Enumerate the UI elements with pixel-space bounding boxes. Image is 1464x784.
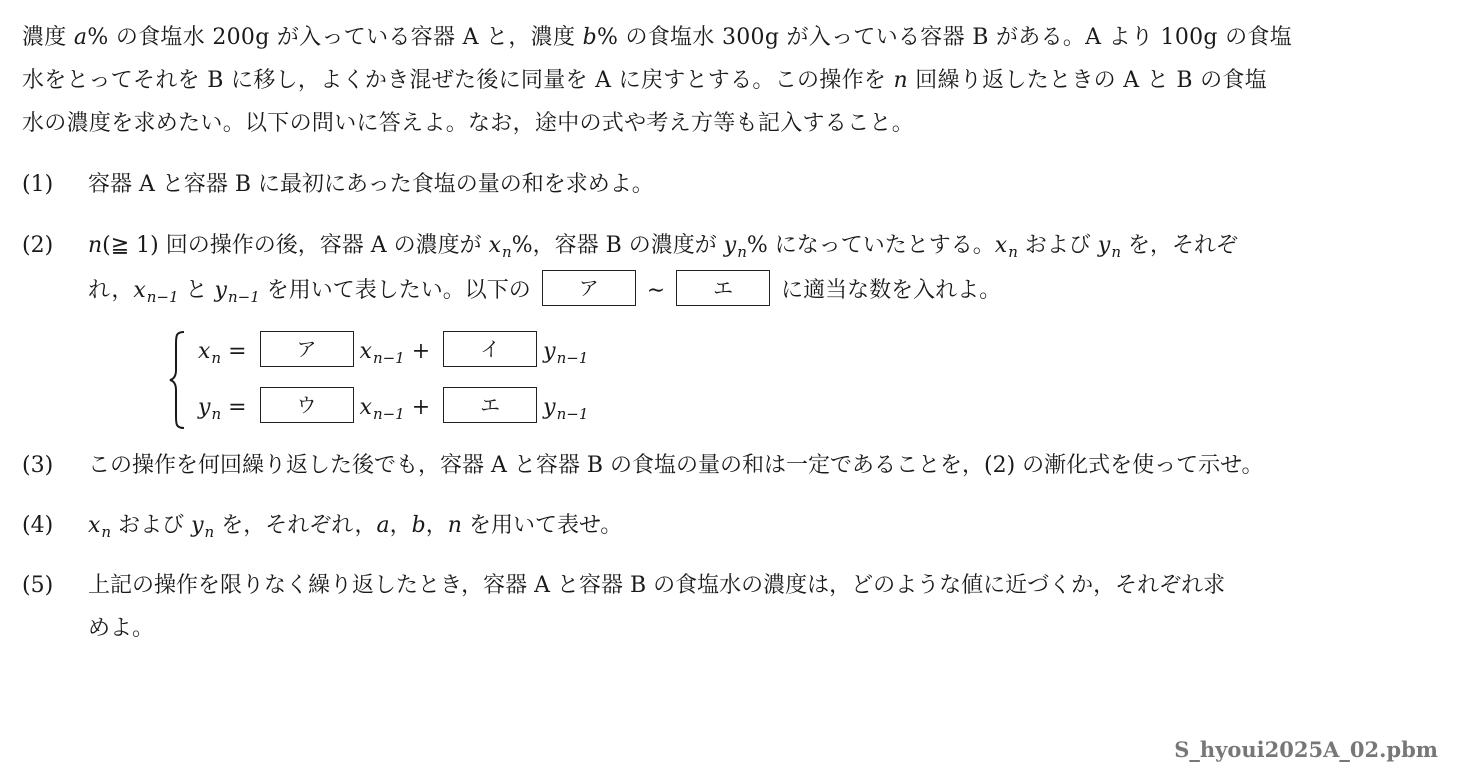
subscript-n: n <box>211 349 222 367</box>
var-y: y <box>543 339 556 364</box>
equals: = <box>221 339 254 364</box>
subscript-n-minus-1: n−1 <box>556 405 589 423</box>
var-n: n <box>447 513 462 538</box>
intro-line-1 <box>22 16 1442 59</box>
var-x: x <box>359 395 372 420</box>
subscript-n-minus-1: n−1 <box>372 349 405 367</box>
var-x: x <box>133 278 146 303</box>
var-y: y <box>198 395 211 420</box>
comma: ， <box>389 513 412 538</box>
subscript-n: n <box>204 523 215 541</box>
subscript-n-minus-1: n−1 <box>556 349 589 367</box>
q2-text: (≧ 1) 回の操作の後，容器 A の濃度が <box>102 233 489 258</box>
q2-text: %，容器 B の濃度が <box>511 233 724 258</box>
var-n: n <box>893 68 908 93</box>
question-text: 容器 A と容器 B に最初にあった食塩の量の和を求めよ。 <box>88 172 654 197</box>
equation-x <box>198 328 588 376</box>
intro-line-2 <box>22 59 1442 102</box>
answer-box-e-ref: エ <box>676 270 770 306</box>
q2-text: れ， <box>88 278 134 303</box>
subscript-n: n <box>101 523 112 541</box>
q2-text: と <box>178 278 215 303</box>
q4-text: および <box>111 513 192 538</box>
plus: + <box>404 395 438 420</box>
var-y: y <box>214 278 227 303</box>
answer-box-u: ウ <box>260 387 354 423</box>
equation-y <box>198 384 588 432</box>
q2-text: を，それぞ <box>1121 233 1238 258</box>
q2-text: % になっていたとする。 <box>746 233 995 258</box>
question-text: この操作を何回繰り返した後でも，容器 A と容器 B の食塩の量の和は一定であることを，(2) の漸化式を使って示せ。 <box>88 453 1264 478</box>
q4-text: を用いて表せ。 <box>461 513 623 538</box>
equation-system <box>168 326 768 434</box>
q5-line-1: 上記の操作を限りなく繰り返したとき，容器 A と容器 B の食塩水の濃度は，どのような値に近づくか，それぞれ求 <box>88 573 1226 598</box>
file-label: S_hyoui2025A_02.pbm <box>1174 737 1438 762</box>
answer-box-a: ア <box>260 331 354 367</box>
subscript-n: n <box>502 243 512 261</box>
question-text <box>88 504 1448 549</box>
question-number: (2) <box>22 233 54 258</box>
question-text <box>88 564 1448 650</box>
q2-text: および <box>1017 233 1098 258</box>
subscript-n: n <box>737 243 747 261</box>
var-x: x <box>198 339 211 364</box>
subscript-n: n <box>211 405 222 423</box>
tilde: ∼ <box>639 278 673 303</box>
left-brace-icon <box>168 330 188 430</box>
subscript-n: n <box>1111 243 1121 261</box>
var-n: n <box>88 233 103 258</box>
var-x: x <box>359 339 372 364</box>
subscript-n-minus-1: n−1 <box>372 405 405 423</box>
intro-text: 回繰り返したときの A と B の食塩 <box>907 68 1267 93</box>
question-number: (4) <box>22 513 54 538</box>
var-y: y <box>191 513 204 538</box>
question-text <box>88 224 1448 314</box>
intro-text: 水をとってそれを B に移し，よくかき混ぜた後に同量を A に戻すとする。この操作を <box>22 68 894 93</box>
comma: ， <box>425 513 448 538</box>
equals: = <box>221 395 254 420</box>
q4-text: を，それぞれ， <box>214 513 377 538</box>
question-number: (3) <box>22 453 54 478</box>
answer-box-i: イ <box>443 331 537 367</box>
q5-line-2: めよ。 <box>88 616 155 641</box>
var-a: a <box>376 513 390 538</box>
subscript-n: n <box>1008 243 1018 261</box>
q2-line-1 <box>88 224 1448 269</box>
var-x: x <box>994 233 1008 258</box>
answer-box-e: エ <box>443 387 537 423</box>
q2-text: に適当な数を入れよ。 <box>774 278 1002 303</box>
intro-line-3: 水の濃度を求めたい。以下の問いに答えよ。なお，途中の式や考え方等も記入すること。 <box>22 111 915 136</box>
var-x: x <box>488 233 502 258</box>
problem-intro <box>22 16 1442 145</box>
intro-text: % の食塩水 200g が入っている容器 A と，濃度 <box>87 25 583 50</box>
question-number: (1) <box>22 172 54 197</box>
answer-box-a-ref: ア <box>542 270 636 306</box>
intro-text: 濃度 <box>22 25 74 50</box>
var-a: a <box>73 25 88 50</box>
var-x: x <box>88 513 101 538</box>
var-y: y <box>543 395 556 420</box>
var-b: b <box>411 513 426 538</box>
var-y: y <box>723 233 737 258</box>
subscript-n-minus-1: n−1 <box>146 288 179 306</box>
var-b: b <box>582 25 597 50</box>
question-number: (5) <box>22 573 54 598</box>
q2-line-2 <box>88 269 1448 314</box>
subscript-n-minus-1: n−1 <box>227 288 260 306</box>
intro-text: % の食塩水 300g が入っている容器 B がある。A より 100g の食塩 <box>596 25 1293 50</box>
q2-text: を用いて表したい。以下の <box>259 278 538 303</box>
var-y: y <box>1097 233 1111 258</box>
plus: + <box>404 339 438 364</box>
